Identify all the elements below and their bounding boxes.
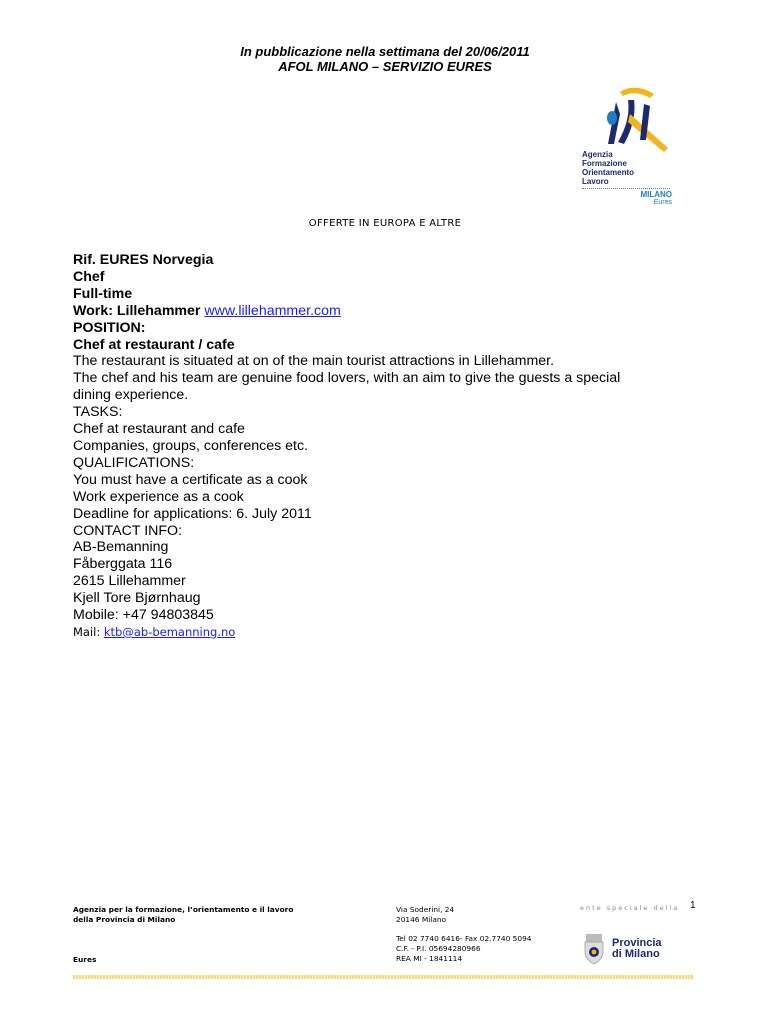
job-posting	[73, 252, 713, 641]
qualification-1: You must have a certificate as a cook	[73, 471, 308, 488]
contact-company: AB-Bemanning	[73, 539, 169, 556]
footer-address-line-2: 20146 Milano	[396, 915, 447, 924]
description-line-3: dining experience.	[73, 387, 189, 404]
contact-person: Kjell Tore Bjørnhaug	[73, 590, 201, 607]
mail-link[interactable]: ktb@ab-bemanning.no	[103, 624, 236, 639]
job-title: Chef	[73, 268, 105, 285]
task-2: Companies, groups, conferences etc.	[73, 437, 309, 454]
position-value: Chef at restaurant / cafe	[73, 336, 235, 353]
footer-tel: Tel 02 7740 6416- Fax 02.7740 5094	[396, 934, 532, 943]
job-work-line	[73, 303, 713, 320]
job-ref: Rif. EURES Norvegia	[73, 252, 214, 268]
footer-eures: Eures	[73, 955, 97, 964]
footer-address-line-1: Via Soderini, 24	[396, 905, 455, 914]
qualifications-heading: QUALIFICATIONS:	[73, 454, 195, 471]
logo-line-1: Agenzia	[582, 150, 613, 159]
logo-milano: MILANO	[640, 190, 672, 199]
contact-heading: CONTACT INFO:	[73, 522, 183, 539]
footer-cf: C.F. - P.I. 05694280966	[396, 944, 481, 953]
provincia-line-1: Provincia	[612, 937, 662, 949]
contact-street: Fåberggata 116	[73, 556, 173, 573]
footer-address	[396, 905, 454, 925]
footer-agency	[73, 905, 293, 925]
footer-divider	[73, 975, 694, 979]
provincia-logo	[582, 932, 682, 966]
footer-contacts	[396, 934, 532, 964]
deadline: Deadline for applications: 6. July 2011	[73, 505, 312, 522]
logo-line-3: Orientamento	[582, 168, 635, 177]
job-work-link[interactable]: www.lillehammer.com	[204, 302, 341, 319]
tasks-heading: TASKS:	[73, 404, 123, 421]
contact-mail-line	[73, 624, 713, 641]
position-heading: POSITION:	[73, 319, 146, 336]
contact-city: 2615 Lillehammer	[73, 573, 186, 590]
footer-agency-line-1: Agenzia per la formazione, l’orientamento e il lavoro	[73, 905, 294, 914]
logo-divider	[582, 188, 670, 189]
task-1: Chef at restaurant and cafe	[73, 421, 245, 438]
contact-mobile: Mobile: +47 94803845	[73, 607, 214, 624]
provincia-crest-icon	[582, 932, 608, 966]
page-number: 1	[690, 900, 696, 911]
header-line-1: In pubblicazione nella settimana del 20/06/2011	[240, 44, 530, 59]
job-work-label: Work: Lillehammer	[73, 302, 201, 319]
description-line-1: The restaurant is situated at on of the main tourist attractions in Lillehammer.	[73, 353, 555, 370]
section-title: OFFERTE IN EUROPA E ALTRE	[308, 218, 462, 229]
description-line-2: The chef and his team are genuine food lovers, with an aim to give the guests a special	[73, 370, 621, 387]
footer-rea: REA MI - 1841114	[396, 954, 463, 963]
header-line-2: AFOL MILANO – SERVIZIO EURES	[278, 59, 492, 74]
logo-line-4: Lavoro	[582, 177, 609, 186]
qualification-2: Work experience as a cook	[73, 488, 244, 505]
afol-logo	[568, 84, 678, 210]
logo-line-2: Formazione	[582, 159, 627, 168]
mail-label: Mail:	[73, 624, 101, 639]
footer-agency-line-2: della Provincia di Milano	[73, 915, 176, 924]
afol-figure-icon	[568, 84, 678, 154]
footer-ente: ente speciale della	[580, 904, 680, 912]
logo-eures: Eures	[653, 199, 672, 206]
provincia-line-2: di Milano	[612, 948, 660, 960]
job-type: Full-time	[73, 285, 133, 302]
